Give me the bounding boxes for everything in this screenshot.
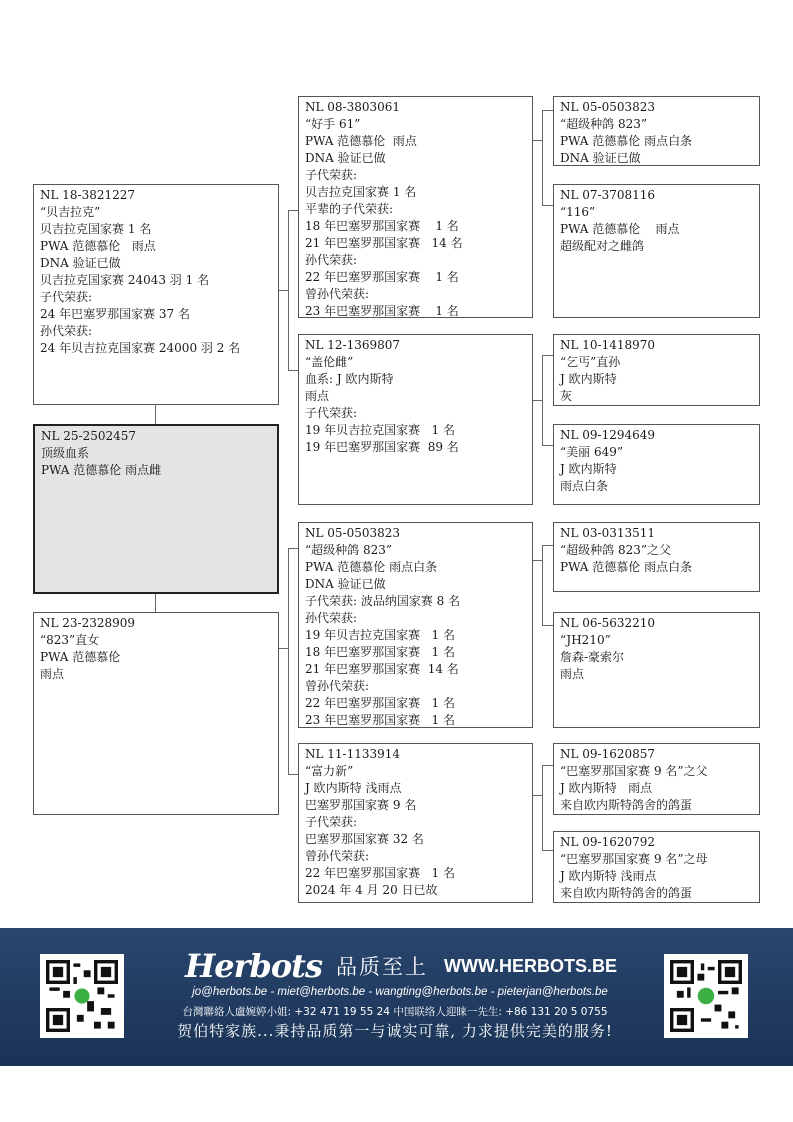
pedigree-line: “823”直女: [40, 633, 100, 647]
pedigree-line: 子代荣获:: [305, 406, 358, 420]
pedigree-line: J 欧内斯特: [560, 462, 617, 476]
pedigree-box-sire-dam: [298, 334, 533, 505]
connector-dam-bottom: [288, 774, 298, 775]
pedigree-line: PWA 范德慕伦 雨点: [305, 134, 417, 148]
pedigree-line: “超级种鸽 823”: [560, 117, 647, 131]
pedigree-line: 23 年巴塞罗那国家赛 1 名: [305, 713, 455, 727]
pedigree-line: NL 09-1620857: [560, 747, 656, 761]
pedigree-box-dam-dam: [298, 743, 533, 903]
pedigree-line: J 欧内斯特: [560, 372, 617, 386]
connector-sd-v: [542, 355, 543, 445]
pedigree-line: “JH210”: [560, 633, 611, 647]
connector-ds-top: [542, 545, 553, 546]
pedigree-line: 詹森-豪索尔: [560, 650, 625, 664]
pedigree-box-ggp8: [553, 831, 760, 903]
pedigree-line: 19 年巴塞罗那国家赛 89 名: [305, 440, 459, 454]
pedigree-box-ggp3: [553, 334, 760, 406]
pedigree-line: 雨点: [560, 667, 585, 681]
pedigree-line: 来自欧内斯特鸽舍的鸽蛋: [560, 798, 693, 812]
pedigree-line: 曾孙代荣获:: [305, 287, 370, 301]
website-link[interactable]: WWW.HERBOTS.BE: [443, 955, 617, 976]
pedigree-line: J 欧内斯特 雨点: [560, 781, 653, 795]
pedigree-box-ggp4: [553, 424, 760, 505]
connector-ss-top: [542, 110, 553, 111]
pedigree-line: “超级种鸽 823”: [305, 543, 392, 557]
pedigree-box-ggp5: [553, 522, 760, 592]
pedigree-box-sire: [33, 184, 279, 405]
pedigree-line: J 欧内斯特 浅雨点: [560, 869, 657, 883]
pedigree-line: 巴塞罗那国家赛 9 名: [305, 798, 417, 812]
pedigree-line: 雨点: [305, 389, 330, 403]
pedigree-line: 21 年巴塞罗那国家赛 14 名: [305, 236, 463, 250]
connector-dd-bottom: [542, 850, 553, 851]
pedigree-line: 19 年贝吉拉克国家赛 1 名: [305, 628, 455, 642]
connector-dd-top: [542, 765, 553, 766]
connector-sire-bottom: [288, 370, 298, 371]
connector-dam-h: [279, 648, 288, 649]
connector-subject-dam: [155, 594, 156, 612]
pedigree-line: 来自欧内斯特鸽舍的鸽蛋: [560, 886, 693, 900]
pedigree-line: 雨点: [40, 667, 65, 681]
pedigree-line: NL 23-2328909: [40, 616, 136, 630]
footer-banner: [0, 928, 793, 1066]
contact-phones: 台灣聯絡人盧婉婷小姐: +32 471 19 55 24 中国联络人迎睐一先生: +86 131 20 5 0755: [182, 1006, 608, 1018]
pedigree-line: 超级配对之雌鸽: [560, 239, 645, 253]
pedigree-box-subject: [33, 424, 279, 594]
pedigree-line: “116”: [560, 205, 596, 219]
pedigree-line: 顶级血系: [41, 446, 90, 460]
connector-sd-top: [542, 355, 553, 356]
pedigree-line: NL 09-1294649: [560, 428, 656, 442]
pedigree-line: 子代荣获: 波品纳国家赛 8 名: [305, 594, 461, 608]
pedigree-line: 2024 年 4 月 20 日已故: [305, 883, 438, 897]
connector-ss-v: [542, 110, 543, 205]
pedigree-line: NL 10-1418970: [560, 338, 656, 352]
pedigree-line: DNA 验证已做: [40, 256, 121, 270]
wechat-qr-code-icon: [664, 954, 748, 1038]
pedigree-line: 子代荣获:: [305, 815, 358, 829]
pedigree-line: NL 07-3708116: [560, 188, 656, 202]
pedigree-line: 孙代荣获:: [40, 324, 93, 338]
pedigree-line: 子代荣获:: [40, 290, 93, 304]
pedigree-line: NL 25-2502457: [41, 429, 137, 443]
motto: 贺伯特家族...秉持品质第一与诚实可靠, 力求提供完美的服务!: [177, 1022, 613, 1040]
pedigree-line: PWA 范德慕伦 雨点白条: [560, 560, 693, 574]
pedigree-line: NL 08-3803061: [305, 100, 401, 114]
pedigree-line: “乞丐”直孙: [560, 355, 621, 369]
pedigree-line: 22 年巴塞罗那国家赛 1 名: [305, 696, 455, 710]
pedigree-line: 24 年巴塞罗那国家赛 37 名: [40, 307, 190, 321]
connector-subject-sire: [155, 405, 156, 424]
pedigree-line: 22 年巴塞罗那国家赛 1 名: [305, 866, 455, 880]
pedigree-box-ggp1: [553, 96, 760, 166]
connector-dd-v: [542, 765, 543, 850]
herbots-logo: Herbots: [185, 947, 322, 985]
pedigree-line: “富力新”: [305, 764, 354, 778]
pedigree-line: “美丽 649”: [560, 445, 623, 459]
connector-ds-v: [542, 545, 543, 625]
pedigree-line: 23 年巴塞罗那国家赛 1 名: [305, 304, 459, 318]
pedigree-line: NL 06-5632210: [560, 616, 656, 630]
brand-row: [185, 948, 625, 984]
pedigree-line: 曾孙代荣获:: [305, 849, 370, 863]
pedigree-line: 灰: [560, 389, 573, 403]
pedigree-line: DNA 验证已做: [305, 151, 386, 165]
connector-dam-v: [288, 548, 289, 774]
pedigree-line: 24 年贝吉拉克国家赛 24000 羽 2 名: [40, 341, 241, 355]
pedigree-line: 血系: J 欧内斯特: [305, 372, 394, 386]
pedigree-line: DNA 验证已做: [305, 577, 386, 591]
pedigree-line: 平辈的子代荣获:: [305, 202, 394, 216]
pedigree-line: 22 年巴塞罗那国家赛 1 名: [305, 270, 459, 284]
pedigree-line: 巴塞罗那国家赛 32 名: [305, 832, 424, 846]
pedigree-line: NL 05-0503823: [305, 526, 401, 540]
pedigree-line: DNA 验证已做: [560, 151, 641, 165]
pedigree-line: PWA 范德慕伦 雨点白条: [560, 134, 693, 148]
pedigree-line: NL 12-1369807: [305, 338, 401, 352]
connector-sire-v: [288, 210, 289, 370]
pedigree-line: “巴塞罗那国家赛 9 名”之母: [560, 852, 708, 866]
pedigree-box-dam-sire: [298, 522, 533, 728]
pedigree-line: “好手 61”: [305, 117, 361, 131]
connector-sd-h: [533, 400, 542, 401]
pedigree-line: “盖伦雌”: [305, 355, 354, 369]
qr-code-icon: [40, 954, 124, 1038]
slogan: 品质至上: [335, 955, 428, 979]
pedigree-line: NL 03-0313511: [560, 526, 656, 540]
pedigree-line: PWA 范德慕伦: [40, 650, 121, 664]
pedigree-line: 孙代荣获:: [305, 611, 358, 625]
connector-sire-top: [288, 210, 298, 211]
pedigree-line: 21 年巴塞罗那国家赛 14 名: [305, 662, 459, 676]
connector-ds-h: [533, 560, 542, 561]
connector-ss-bottom: [542, 205, 553, 206]
pedigree-line: 18 年巴塞罗那国家赛 1 名: [305, 219, 459, 233]
connector-sd-bottom: [542, 445, 553, 446]
pedigree-line: 雨点白条: [560, 479, 609, 493]
pedigree-line: 18 年巴塞罗那国家赛 1 名: [305, 645, 455, 659]
pedigree-line: NL 18-3821227: [40, 188, 136, 202]
pedigree-box-sire-sire: [298, 96, 533, 318]
pedigree-line: “巴塞罗那国家赛 9 名”之父: [560, 764, 708, 778]
connector-dam-top: [288, 548, 298, 549]
pedigree-line: PWA 范德慕伦 雨点: [560, 222, 680, 236]
pedigree-box-ggp6: [553, 612, 760, 728]
pedigree-line: PWA 范德慕伦 雨点白条: [305, 560, 438, 574]
connector-ds-bottom: [542, 625, 553, 626]
connector-dd-h: [533, 795, 542, 796]
qr-code-left-graphic: [46, 960, 118, 1032]
pedigree-line: 19 年贝吉拉克国家赛 1 名: [305, 423, 455, 437]
pedigree-line: “贝吉拉克”: [40, 205, 101, 219]
pedigree-line: 贝吉拉克国家赛 1 名: [305, 185, 417, 199]
pedigree-line: 贝吉拉克国家赛 24043 羽 1 名: [40, 273, 210, 287]
pedigree-box-ggp2: [553, 184, 760, 318]
email-list[interactable]: jo@herbots.be - miet@herbots.be - wangting@herbots.be - pieterjan@herbots.be: [192, 986, 608, 998]
pedigree-line: NL 11-1133914: [305, 747, 401, 761]
pedigree-line: 贝吉拉克国家赛 1 名: [40, 222, 152, 236]
pedigree-line: PWA 范德慕伦 雨点雌: [41, 463, 162, 477]
connector-sire-h: [279, 290, 288, 291]
connector-ss-h: [533, 140, 542, 141]
pedigree-line: NL 09-1620792: [560, 835, 656, 849]
pedigree-line: NL 05-0503823: [560, 100, 656, 114]
qr-code-right-graphic: [670, 960, 742, 1032]
pedigree-line: 子代荣获:: [305, 168, 358, 182]
pedigree-box-dam: [33, 612, 279, 815]
pedigree-box-ggp7: [553, 743, 760, 815]
pedigree-line: J 欧内斯特 浅雨点: [305, 781, 402, 795]
pedigree-line: “超级种鸽 823”之父: [560, 543, 671, 557]
pedigree-line: PWA 范德慕伦 雨点: [40, 239, 156, 253]
pedigree-line: 孙代荣获:: [305, 253, 358, 267]
pedigree-line: 曾孙代荣获:: [305, 679, 370, 693]
